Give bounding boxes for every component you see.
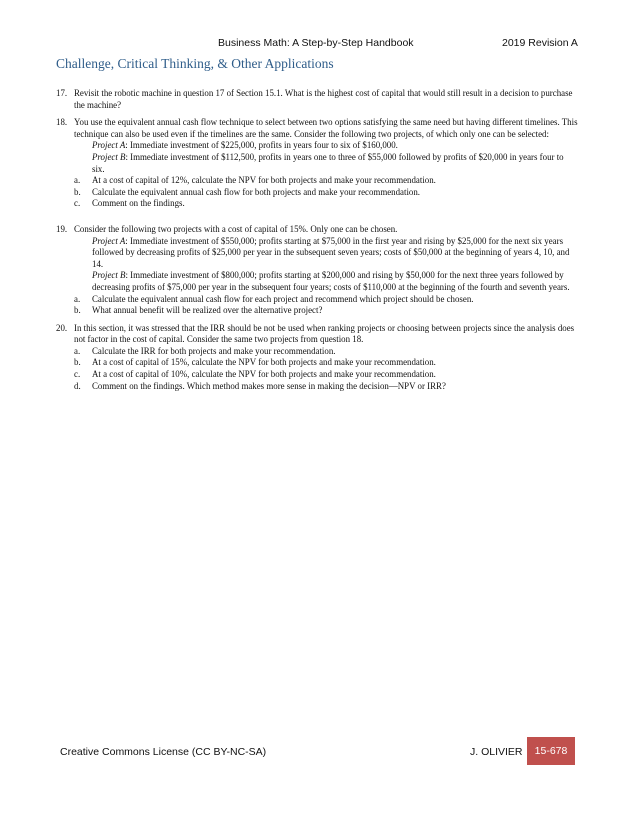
sub-question-letter: d. bbox=[74, 380, 81, 391]
page-header bbox=[0, 37, 630, 51]
project-b-description bbox=[74, 270, 578, 293]
sub-question-text: Calculate the equivalent annual cash flow for both projects and make your recommendation. bbox=[92, 186, 421, 197]
revision-label: 2019 Revision A bbox=[502, 37, 578, 49]
sub-question-a bbox=[74, 175, 578, 187]
section-title: Challenge, Critical Thinking, & Other Applications bbox=[56, 56, 334, 71]
sub-question-text: At a cost of capital of 12%, calculate the NPV for both projects and make your recommendation. bbox=[92, 175, 436, 186]
project-name: Project A bbox=[92, 140, 126, 151]
sub-question-b bbox=[74, 357, 578, 369]
project-details: : Immediate investment of $550,000; profits starting at $75,000 in the first year and rising by $25,000 for the next six years followed by decreasing profits of $25,000 per year in the subsequent seven years; costs of $50,000 at the beginning of years 4, 10, and 14. bbox=[92, 235, 570, 269]
sub-question-letter: b. bbox=[74, 305, 81, 316]
question-number: 20. bbox=[56, 322, 68, 333]
question-text: Consider the following two projects with a cost of capital of 15%. Only one can be chosen. bbox=[74, 223, 398, 234]
book-title: Business Math: A Step-by-Step Handbook bbox=[218, 37, 414, 49]
sub-question-b bbox=[74, 305, 578, 317]
question-number: 19. bbox=[56, 223, 68, 234]
question-text: In this section, it was stressed that the IRR should be not be used when ranking projects or choosing between projects since the analysis does not factor in the cost of capital. Consider the same two projects from question 18. bbox=[74, 322, 575, 345]
question-number: 18. bbox=[56, 117, 68, 128]
sub-question-letter: c. bbox=[74, 198, 81, 209]
page-number-badge: 15-678 bbox=[527, 737, 575, 765]
page-footer bbox=[0, 737, 630, 765]
sub-question-text: What annual benefit will be realized over the alternative project? bbox=[92, 305, 323, 316]
sub-question-text: Calculate the IRR for both projects and make your recommendation. bbox=[92, 345, 336, 356]
sub-question-a bbox=[74, 346, 578, 358]
question-20 bbox=[56, 323, 578, 393]
sub-question-letter: b. bbox=[74, 357, 81, 368]
project-a-description bbox=[74, 140, 578, 152]
sub-question-c bbox=[74, 369, 578, 381]
sub-question-text: At a cost of capital of 15%, calculate the NPV for both projects and make your recommendation. bbox=[92, 357, 436, 368]
question-19 bbox=[56, 224, 578, 317]
project-b-description bbox=[74, 152, 578, 175]
author-name: J. OLIVIER bbox=[470, 746, 523, 758]
sub-question-letter: b. bbox=[74, 186, 81, 197]
sub-question-b bbox=[74, 187, 578, 199]
project-name: Project B bbox=[92, 270, 126, 281]
sub-question-letter: a. bbox=[74, 175, 81, 186]
sub-question-text: At a cost of capital of 10%, calculate the NPV for both projects and make your recommendation. bbox=[92, 369, 436, 380]
project-details: : Immediate investment of $800,000; profits starting at $200,000 and rising by $50,000 for the next three years followed by decreasing profits of $75,000 per year in the subsequent four years; costs of $110,000 at the beginning of the fourth and seventh years. bbox=[92, 270, 570, 292]
sub-question-letter: a. bbox=[74, 345, 81, 356]
project-name: Project B bbox=[92, 151, 126, 162]
project-name: Project A bbox=[92, 235, 126, 246]
sub-question-d bbox=[74, 381, 578, 393]
project-details: : Immediate investment of $225,000, profits in years four to six of $160,000. bbox=[125, 140, 398, 151]
project-details: : Immediate investment of $112,500, profits in years one to three of $55,000 followed by profits of $20,000 in years four to six. bbox=[92, 151, 564, 174]
sub-question-letter: c. bbox=[74, 369, 81, 380]
sub-question-text: Comment on the findings. Which method makes more sense in making the decision—NPV or IRR? bbox=[92, 380, 446, 391]
sub-question-letter: a. bbox=[74, 293, 81, 304]
question-18 bbox=[56, 117, 578, 210]
question-17 bbox=[56, 88, 578, 111]
sub-question-text: Calculate the equivalent annual cash flow for each project and recommend which project should be chosen. bbox=[92, 293, 474, 304]
project-a-description bbox=[74, 236, 578, 271]
license-text: Creative Commons License (CC BY-NC-SA) bbox=[60, 746, 267, 758]
question-number: 17. bbox=[56, 88, 68, 98]
sub-question-a bbox=[74, 294, 578, 306]
question-text: Revisit the robotic machine in question 17 of Section 15.1. What is the highest cost of capital that would still result in a decision to purchase the machine? bbox=[74, 88, 573, 110]
sub-question-c bbox=[74, 198, 578, 210]
question-text: You use the equivalent annual cash flow technique to select between two options satisfying the same need but having different timelines. This technique can also be used even if the timelines are the same. Consider the following two projects, of which only one can be selected: bbox=[74, 117, 578, 139]
sub-question-text: Comment on the findings. bbox=[92, 198, 185, 209]
questions-list bbox=[56, 88, 578, 398]
